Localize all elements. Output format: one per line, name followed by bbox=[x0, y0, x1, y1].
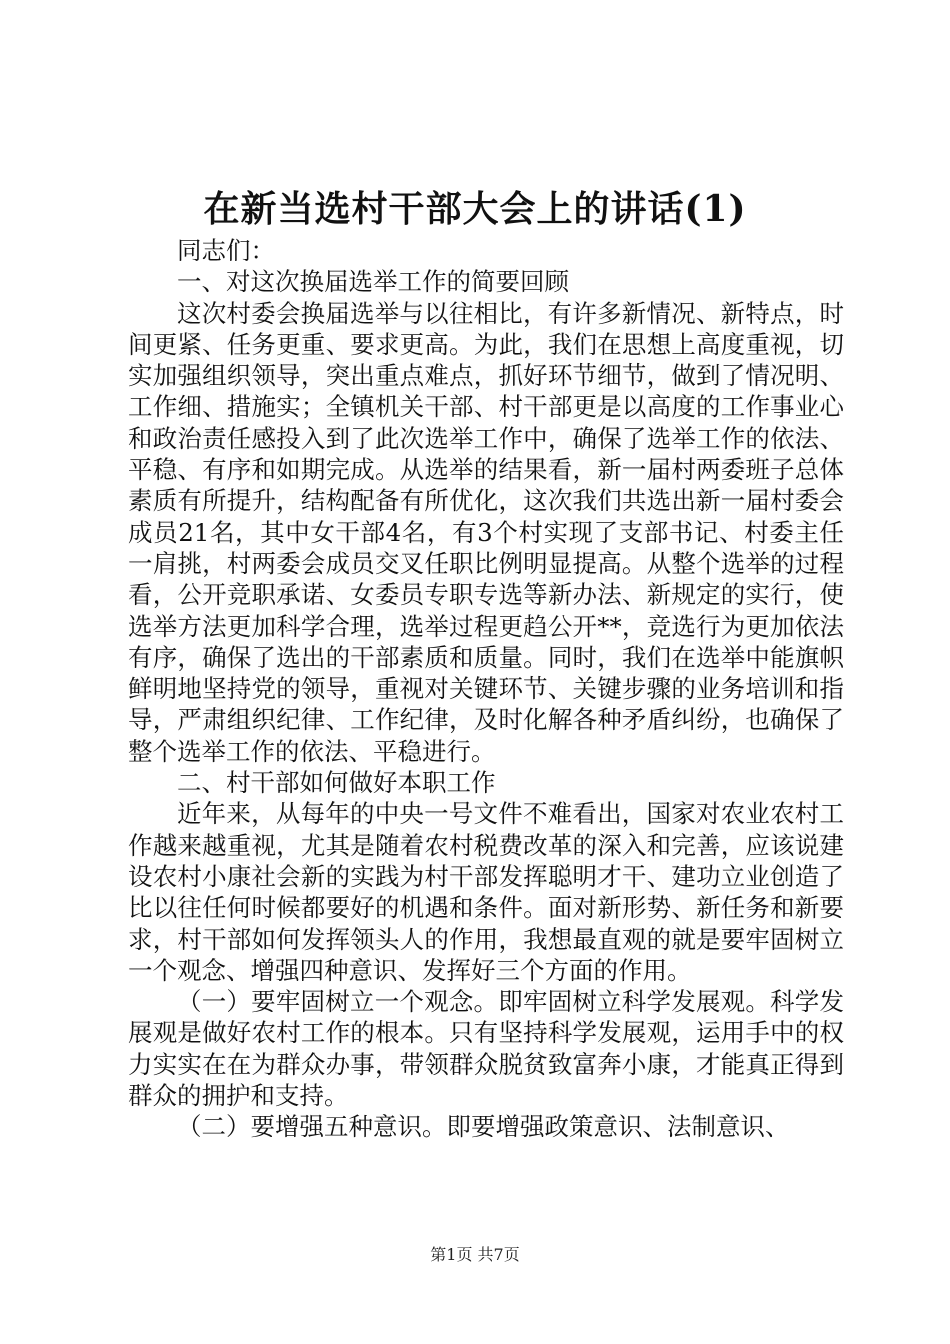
section-heading-1: 一、对这次换届选举工作的简要回顾 bbox=[177, 267, 569, 297]
salutation: 同志们： bbox=[177, 236, 275, 265]
body-paragraph: （一）要牢固树立一个观念。即牢固树立科学发展观。科学发展观是做好农村工作的根本。只有坚持科学发展观，运用手中的权力实实在在为群众办事，带领群众脱贫致富奔小康，才能真正得到群众的拥护和支持。 bbox=[128, 987, 844, 1111]
body-paragraph: 这次村委会换届选举与以往相比，有许多新情况、新特点，时间更紧、任务更重、要求更高。为此，我们在思想上高度重视，切实加强组织领导，突出重点难点，抓好环节细节，做到了情况明、工作细、措施实；全镇机关干部、村干部更是以高度的工作事业心和政治责任感投入到了此次选举工作中，确保了选举工作的依法、平稳、有序和如期完成。从选举的结果看，新一届村两委班子总体素质有所提升，结构配备有所优化，这次我们共选出新一届村委会成员21名，其中女干部4名，有3个村实现了支部书记、村委主任一肩挑，村两委会成员交叉任职比例明显提高。从整个选举的过程看，公开竞职承诺、女委员专职专选等新办法、新规定的实行，使选举方法更加科学合理，选举过程更趋公开**，竞选行为更加依法有序，确保了选出的干部素质和质量。同时，我们在选举中能旗帜鲜明地坚持党的领导，重视对关键环节、关键步骤的业务培训和指导，严肃组织纪律、工作纪律，及时化解各种矛盾纠纷，也确保了整个选举工作的依法、平稳进行。 bbox=[128, 298, 844, 766]
body-paragraph: 近年来，从每年的中央一号文件不难看出，国家对农业农村工作越来越重视，尤其是随着农村税费改革的深入和完善，应该说建设农村小康社会新的实践为村干部发挥聪明才干、建功立业创造了比以往任何时候都要好的机遇和条件。面对新形势、新任务和新要求，村干部如何发挥领头人的作用，我想最直观的就是要牢固树立一个观念、增强四种意识、发挥好三个方面的作用。 bbox=[128, 799, 844, 985]
page-number-footer: 第1页 共7页 bbox=[430, 1245, 520, 1264]
section-heading-2: 二、村干部如何做好本职工作 bbox=[177, 768, 496, 798]
document-body bbox=[128, 235, 844, 1143]
document-title: 在新当选村干部大会上的讲话(1) bbox=[203, 188, 747, 230]
body-paragraph: （二）要增强五种意识。即要增强政策意识、法制意识、 bbox=[177, 1112, 790, 1142]
